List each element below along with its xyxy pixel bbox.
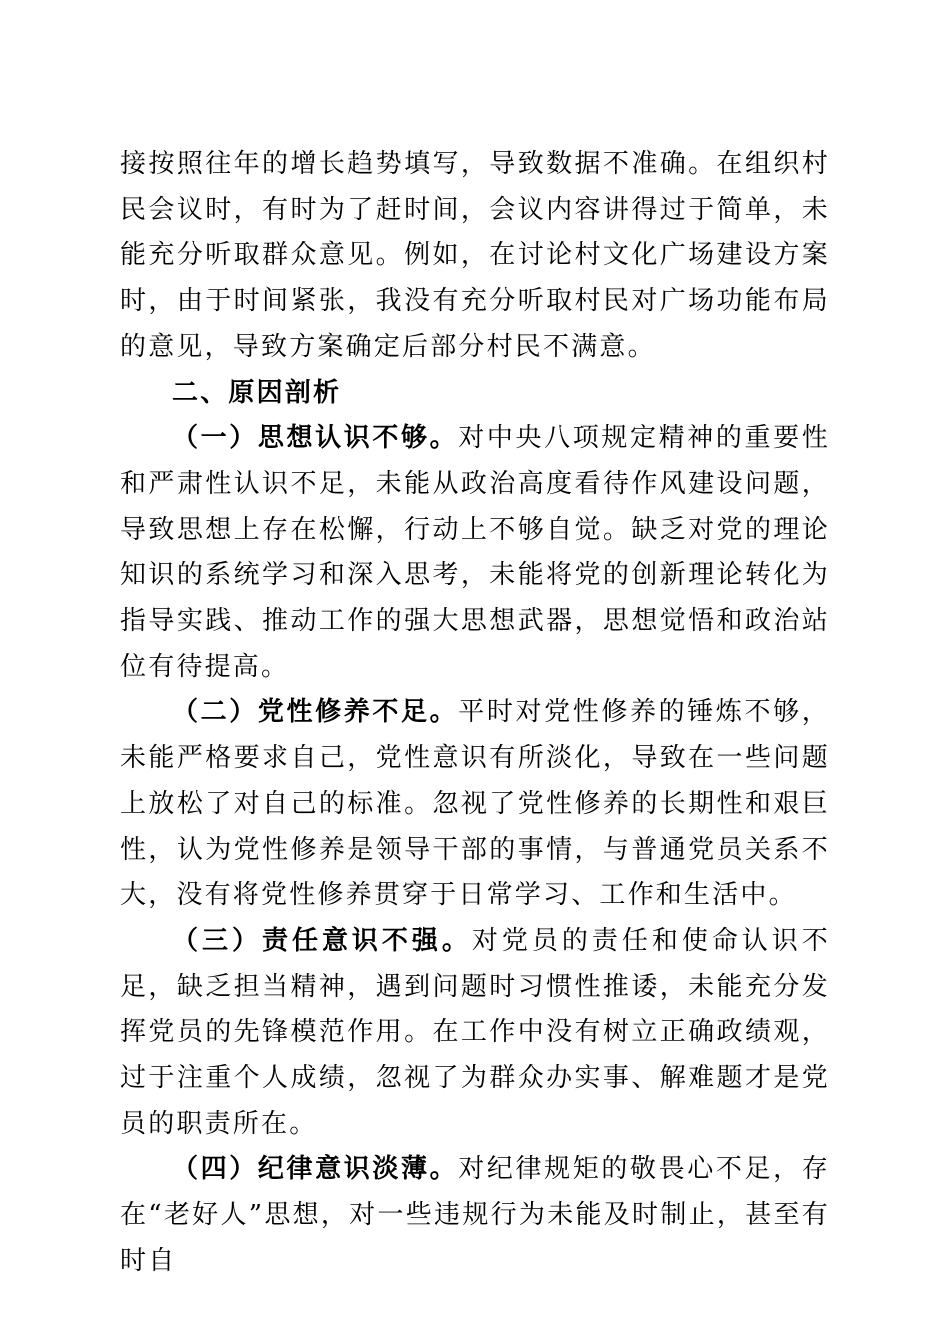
analysis-item-lead: （三）责任意识不强。 — [172, 925, 472, 956]
analysis-item-4 — [120, 1147, 830, 1284]
analysis-item-lead: （四）纪律意识淡薄。 — [172, 1154, 459, 1185]
analysis-item-1 — [120, 416, 830, 690]
analysis-item-2 — [120, 690, 830, 919]
analysis-item-body: 对纪律规矩的敬畏心不足，存在“老好人”思想，对一些违规行为未能及时制止，甚至有时自 — [120, 1154, 830, 1276]
analysis-item-lead: （二）党性修养不足。 — [172, 697, 459, 728]
analysis-item-3 — [120, 919, 830, 1148]
analysis-item-body: 对党员的责任和使命认识不足，缺乏担当精神，遇到问题时习惯性推诿，未能充分发挥党员的先锋模范作用。在工作中没有树立正确政绩观，过于注重个人成绩，忽视了为群众办实事、解难题才是党员的职责所在。 — [120, 925, 830, 1139]
document-body — [120, 142, 830, 1285]
analysis-item-body: 对中央八项规定精神的重要性和严肃性认识不足，未能从政治高度看待作风建设问题，导致思想上存在松懈，行动上不够自觉。缺乏对党的理论知识的系统学习和深入思考，未能将党的创新理论转化为指导实践、推动工作的强大思想武器，思想觉悟和政治站位有待提高。 — [120, 423, 830, 682]
analysis-item-body: 平时对党性修养的锤炼不够，未能严格要求自己，党性意识有所淡化，导致在一些问题上放松了对自己的标准。忽视了党性修养的长期性和艰巨性，认为党性修养是领导干部的事情，与普通党员关系不大，没有将党性修养贯穿于日常学习、工作和生活中。 — [120, 697, 830, 911]
paragraph-continuation: 接按照往年的增长趋势填写，导致数据不准确。在组织村民会议时，有时为了赶时间，会议内容讲得过于简单，未能充分听取群众意见。例如，在讨论村文化广场建设方案时，由于时间紧张，我没有充分听取村民对广场功能布局的意见，导致方案确定后部分村民不满意。 — [120, 149, 830, 362]
analysis-item-lead: （一）思想认识不够。 — [172, 423, 459, 454]
section-heading: 二、原因剖析 — [172, 377, 342, 408]
